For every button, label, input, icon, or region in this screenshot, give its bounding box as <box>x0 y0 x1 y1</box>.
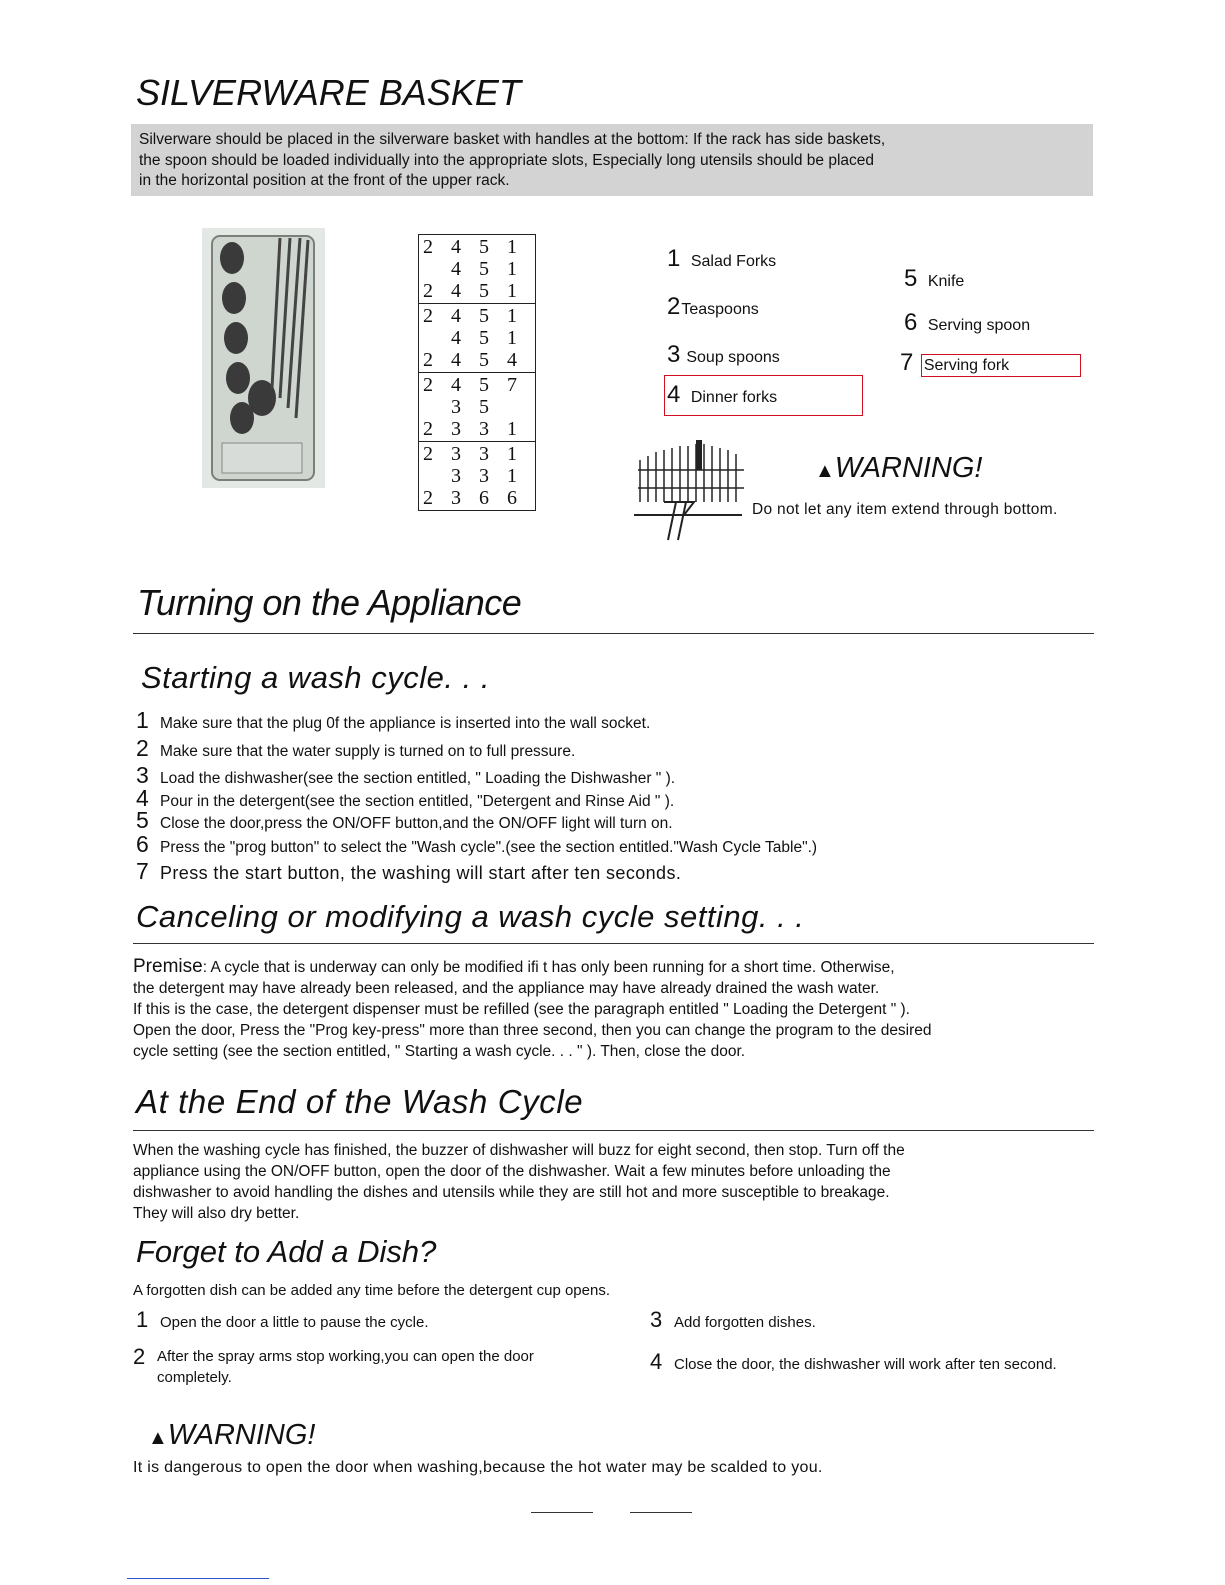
grid-block: 2 3 3 1 3 3 1 2 3 6 6 <box>423 443 517 509</box>
rack-illustration <box>634 440 749 545</box>
step-item: 6 Press the "prog button" to select the "Wash cycle".(see the section entitled."Wash Cycle Table".) <box>136 831 818 857</box>
end-cycle-paragraph: When the washing cycle has finished, the buzzer of dishwasher will buzz for eight second, then stop. Turn off the appliance using the ON/OFF button, open the door of the dishwasher. Wait a few minutes before unloading the dishwasher to avoid handling the dishes and utensils while they are still hot and more susceptible to breakage. They will also dry better. <box>133 1142 905 1222</box>
legend-item: 1 Salad Forks <box>667 245 777 272</box>
legend-item: 5 Knife <box>904 265 965 292</box>
basket-layout-grid <box>418 234 536 511</box>
legend-item: 7 Serving fork <box>900 349 1010 376</box>
step-item: 4 Close the door, the dishwasher will work after ten second. <box>650 1349 1057 1374</box>
intro-line: Silverware should be placed in the silverware basket with handles at the bottom: If the rack has side baskets, <box>139 131 886 148</box>
legend-item: 2Teaspoons <box>667 293 759 320</box>
step-item: 3 Load the dishwasher(see the section entitled, " Loading the Dishwasher " ). <box>136 762 676 788</box>
intro-line: the spoon should be loaded individually into the appropriate slots, Especially long utensils should be placed <box>139 151 875 169</box>
forget-intro: A forgotten dish can be added any time before the detergent cup opens. <box>133 1282 611 1299</box>
premise-label: Premise <box>133 956 203 977</box>
footer-line <box>531 1512 593 1513</box>
intro-box <box>131 124 1093 196</box>
step-item: 1 Make sure that the plug 0f the appliance is inserted into the wall socket. <box>136 707 651 733</box>
section-title: At the End of the Wash Cycle <box>136 1083 584 1120</box>
warning-triangle-icon: ▲ <box>815 460 835 482</box>
legend-item: 4 Dinner forks <box>667 381 778 408</box>
intro-line: in the horizontal position at the front of the upper rack. <box>139 172 510 189</box>
step-item: 1 Open the door a little to pause the cycle. <box>136 1307 429 1332</box>
warning-heading: ▲WARNING! <box>148 1419 316 1451</box>
step-item: 2 After the spray arms stop working,you can open the door completely. <box>133 1344 534 1386</box>
warning-text: Do not let any item extend through bottom. <box>752 501 1058 518</box>
subsection-title: Canceling or modifying a wash cycle setting. . . <box>136 899 805 934</box>
step-item: 5 Close the door,press the ON/OFF button,and the ON/OFF light will turn on. <box>136 807 673 833</box>
page-title: SILVERWARE BASKET <box>136 72 521 113</box>
step-item: 7 Press the start button, the washing will start after ten seconds. <box>136 858 682 884</box>
grid-block: 2 4 5 1 4 5 1 2 4 5 4 <box>419 304 535 373</box>
grid-block: 2 4 5 1 4 5 1 2 4 5 1 <box>419 235 535 304</box>
step-item: 2 Make sure that the water supply is turned on to full pressure. <box>136 735 576 761</box>
section-title: Turning on the Appliance <box>137 582 522 623</box>
step-item: 3 Add forgotten dishes. <box>650 1307 816 1332</box>
warning-heading: ▲WARNING! <box>815 452 983 484</box>
divider <box>133 1130 1094 1131</box>
canceling-paragraph: Premise: A cycle that is underway can only be modified ifi t has only been running for a short time. Otherwise, the detergent may have already been released, and the appliance may have already drained the wash water. If this is the case, the detergent dispenser must be refilled (see the paragraph entitled " Loading the Detergent " ). Open the door, Press the "Prog key-press" more than three second, then you can change the program to the desired cycle setting (see the section entitled, " Starting a wash cycle. . . " ). Then, close the door. <box>133 956 932 1060</box>
warning-text: It is dangerous to open the door when washing,because the hot water may be scalded to you. <box>133 1459 823 1476</box>
legend-item: 6 Serving spoon <box>904 309 1031 336</box>
warning-triangle-icon: ▲ <box>148 1427 168 1449</box>
legend-item: 3 Soup spoons <box>667 341 780 368</box>
footer-line <box>630 1512 692 1513</box>
footer-link-underline <box>127 1578 269 1579</box>
grid-block: 2 4 5 7 3 5 2 3 3 1 <box>419 373 535 442</box>
divider <box>133 633 1094 634</box>
subsection-title: Starting a wash cycle. . . <box>141 660 490 695</box>
section-title: Forget to Add a Dish? <box>136 1234 437 1269</box>
divider <box>133 943 1094 944</box>
silverware-basket-photo <box>202 228 325 488</box>
step-item: 4 Pour in the detergent(see the section entitled, "Detergent and Rinse Aid " ). <box>136 785 675 811</box>
